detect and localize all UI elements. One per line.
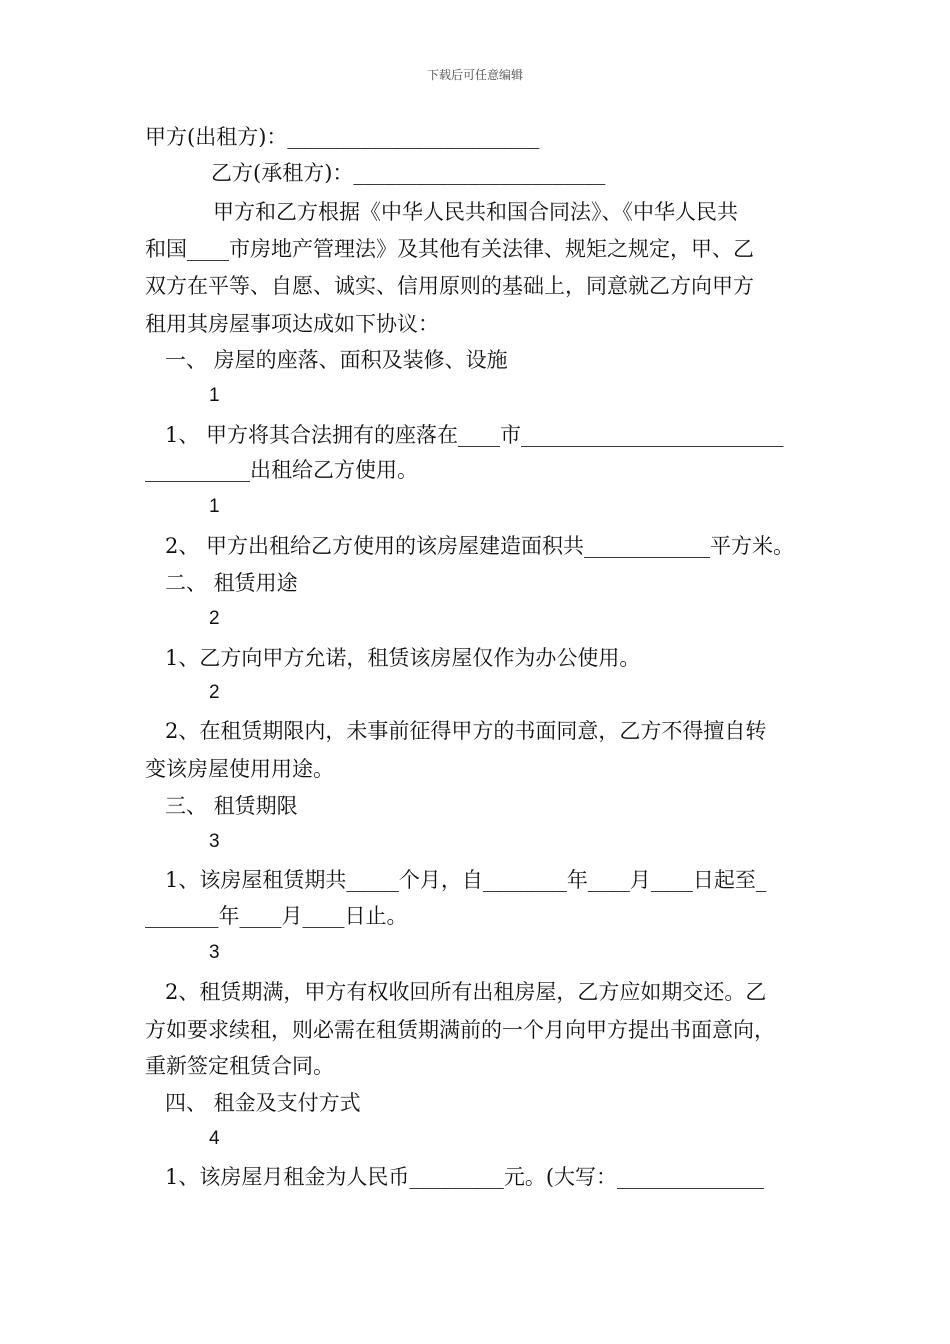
section-heading-3: 三、 租赁期限	[165, 794, 298, 818]
footnote-marker: 3	[209, 942, 220, 963]
clause-3-2-line-3: 重新签定租赁合同。	[145, 1054, 334, 1078]
clause-1-1-line-2: __________出租给乙方使用。	[145, 458, 418, 482]
footnote-marker: 4	[209, 1128, 220, 1149]
section-heading-2: 二、 租赁用途	[165, 571, 298, 595]
clause-3-1-line-2: _______年____月____日止。	[145, 904, 408, 928]
clause-3-2-line-1: 2、租赁期满，甲方有权收回所有出租房屋，乙方应如期交还。乙	[165, 980, 767, 1004]
footnote-marker: 2	[209, 682, 220, 703]
footnote-marker: 1	[209, 496, 220, 517]
clause-3-2-line-2: 方如要求续租，则必需在租赁期满前的一个月向甲方提出书面意向，	[145, 1018, 775, 1042]
clause-1-2: 2、 甲方出租给乙方使用的该房屋建造面积共____________平方米。	[165, 534, 795, 558]
clause-3-1-line-1: 1、该房屋租赁期共_____个月，自________年____月____日起至_	[165, 868, 767, 892]
section-heading-4: 四、 租金及支付方式	[165, 1091, 361, 1115]
section-heading-1: 一、 房屋的座落、面积及装修、设施	[165, 348, 508, 372]
clause-2-2-line-1: 2、在租赁期限内，未事前征得甲方的书面同意，乙方不得擅自转	[165, 719, 767, 743]
footnote-marker: 3	[209, 831, 220, 852]
party-b-line: 乙方(承租方)：________________________	[211, 161, 606, 185]
clause-2-2-line-2: 变该房屋使用用途。	[145, 757, 334, 781]
clause-2-1: 1、乙方向甲方允诺，租赁该房屋仅作为办公使用。	[165, 646, 641, 670]
intro-paragraph-line-4: 租用其房屋事项达成如下协议：	[145, 312, 439, 336]
footnote-marker: 2	[209, 608, 220, 629]
intro-paragraph-line-3: 双方在平等、自愿、诚实、信用原则的基础上，同意就乙方向甲方	[145, 274, 754, 298]
clause-1-1-line-1: 1、 甲方将其合法拥有的座落在____市_________________________	[165, 423, 784, 447]
clause-4-1: 1、该房屋月租金为人民币_________元。(大写：______________	[165, 1165, 765, 1189]
footnote-marker: 1	[209, 385, 220, 406]
intro-paragraph-line-1: 甲方和乙方根据《中华人民共和国合同法》、《中华人民共	[213, 200, 738, 224]
page-header: 下载后可任意编辑	[426, 68, 523, 82]
intro-paragraph-line-2: 和国____市房地产管理法》及其他有关法律、规矩之规定，甲、乙	[145, 237, 754, 261]
party-a-line: 甲方(出租方)：________________________	[145, 125, 540, 149]
